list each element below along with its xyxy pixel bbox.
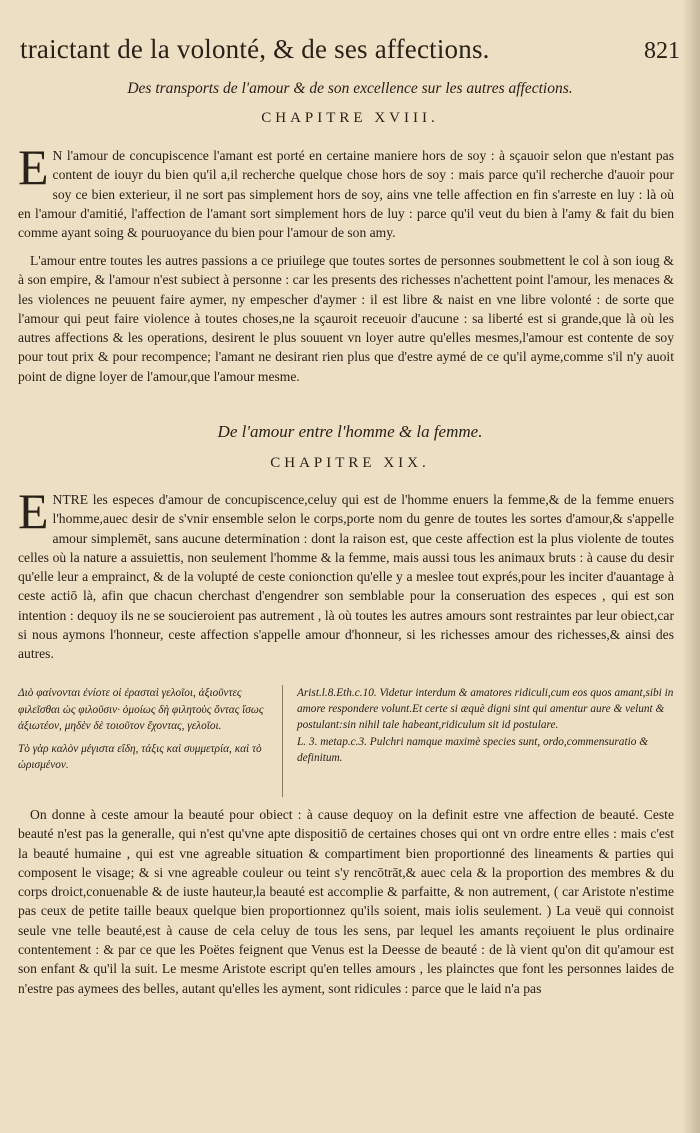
latin-note: Arist.l.8.Eth.c.10. Videtur interdum & amatores ridiculi,cum eos quos amant,sibi in amore respondere volunt.Et certe si æquè digni sint qui amentur aure & velunt & postulant:sin nihil tale habeant,ridiculum sit id postulare. xyxy=(297,687,674,732)
paragraph-3 xyxy=(18,483,674,664)
paragraph-3-text: NTRE les especes d'amour de concupiscence,celuy qui est de l'homme enuers la femme,& de la femme enuers l'homme,auec desir de s'vnir ensemble selon le corps,porte nom du genre de toutes les sortes d'amour,& s'appelle amour simplemēt, sans aucune determination : dont la raison est, que ceste affection est la plus violente de toutes celles où la nature a assuiettis, non seulement l'homme & la femme, mais aussi tous les animaux bruts : à cause du desir qu'elle leur a emprainct, & de la volupté de ceste conionction qu'elle y a meslee tout exprés,pour les inciter d'auantage à ceste actiō là, afin que chacun cherchast d'engendrer son semblable pour la conseruation des especes , qui est son intention : dequoy ils ne se soucieroient pas autrement , là où toutes les autres amours sont restraintes par leur obiect,car si nous aymons l'honneur, ceste affection s'appelle amour d'honneur, si les richesses amour des richesses,& ainsi des autres. xyxy=(18,492,674,662)
greek-note: Διὸ φαίνονται ἐνίοτε οἱ ἐρασταὶ γελοῖοι, ἀξιοῦντες φιλεῖσθαι ὡς φιλοῦσιν· ὁμοίως δὴ φιλητοὺς ὄντας ἴσως ἀξιωτέον, μηδὲν δὲ τοιοῦτον ἔχοντας, γελοῖοι. xyxy=(18,687,264,732)
section-subtitle: Des transports de l'amour & de son excellence sur les autres affections. xyxy=(127,80,573,97)
drop-cap: E xyxy=(18,483,49,539)
paragraph-1-text: N l'amour de concupiscence l'amant est porté en certaine maniere hors de soy : à sçauoir selon que n'estant pas content de iouyr du bien qu'il a,il recherche quelque chose hors de soy : mais parce qu'il recherche d'auoir pour soy ce bien exterieur, il ne sort pas simplement hors de soy, ains vne telle affection en fin s'arreste en luy : là où en l'amour d'amitié, l'affection de l'amant sort simplement hors de luy : parce qu'il veut du bien à l'amy & fait du bien comme ayant soing & pouruoyance du bien pour l'amour de son amy. xyxy=(18,148,674,241)
greek-note: Τὸ γὰρ καλὸν μέγιστα εἴδη, τάξις καὶ συμμετρία, καὶ τὸ ὡρισμένον. xyxy=(18,742,262,771)
greek-notes xyxy=(18,685,283,797)
paragraph-4: On donne à ceste amour la beauté pour obiect : à cause dequoy on la definit estre vne affection de beauté. Ceste beauté n'est pas la generalle, qui n'est qu'vne apte dispositiō de certaines choses qui ont vn ordre entre elles : mais c'est la beauté humaine , qui est vne agreable situation & compartiment bien proportionné des lineaments & parties qui composent le visage; & si vne agreable couleur ou teint s'y rencōtrāt,& auec cela & la proportion des membres & du corps droict,conuenable & de iuste hauteur,la beauté est accomplie & parfaitte, & non autrement, ( car Aristote n'estime pas ceux de petite taille beaux quelque bien proportionnez qu'ils soient, mais iolis seulement. ) La veuë qui connoist seule vne telle beauté,est à cause de cela celuy de tous les sens, par lequel les amants reçoiuent le plus ordinaire contentement : & par ce que les Poëtes feignent que Venus est la Deesse de beauté : de là vient qu'on dit qu'amour est son enfant & qu'il la suit. Le mesme Aristote escript qu'en telles amours , les plainctes que font les personnes laides de n'estre pas aymees des belles, autant qu'elles les ayment, sont ridicules : parce que le laid n'a pas xyxy=(18,807,674,996)
footnotes xyxy=(18,685,674,797)
page-edge-shadow xyxy=(682,0,700,1133)
latin-notes xyxy=(283,685,674,797)
running-head xyxy=(20,34,680,65)
paragraph-2: L'amour entre toutes les autres passions a ce priuilege que toutes sortes de personnes soubmettent le col à son ioug & à son empire, & l'amour n'est subiect à personne : car les presents des richesses n'achettent point l'amour, les menaces & les violences ne peuuent faire aymer, ny empescher d'aymer : il est libre & naist en vne libre volonté : de sorte que l'amour qui peut faire violence à toutes choses,ne la sçauroit receuoir d'aucune : sa liberté est si grande,que là où les autres affections & les operations, desirent le plus souuent vn loyer autre qu'elles mesmes,l'amour est contente de soy pour tout prix & pour recompence; l'amant ne desirant rien plus que d'estre aymé de ce qu'il ayme,comme s'il n'y auoit point de digne loyer de l'amour,que l'amour mesme. xyxy=(18,253,674,384)
chapter-heading-19: CHAPITRE XIX. xyxy=(270,455,430,471)
latin-note: L. 3. metap.c.3. Pulchri namque maximè species sunt, ordo,commensuratio & definitum. xyxy=(297,735,648,764)
running-title: traictant de la volonté, & de ses affections. xyxy=(20,34,490,64)
page-number: 821 xyxy=(644,38,680,64)
paragraph-1 xyxy=(18,139,674,242)
chapter-heading-18: CHAPITRE XVIII. xyxy=(261,110,439,126)
drop-cap: E xyxy=(18,139,49,195)
section-title: De l'amour entre l'homme & la femme. xyxy=(217,422,483,441)
